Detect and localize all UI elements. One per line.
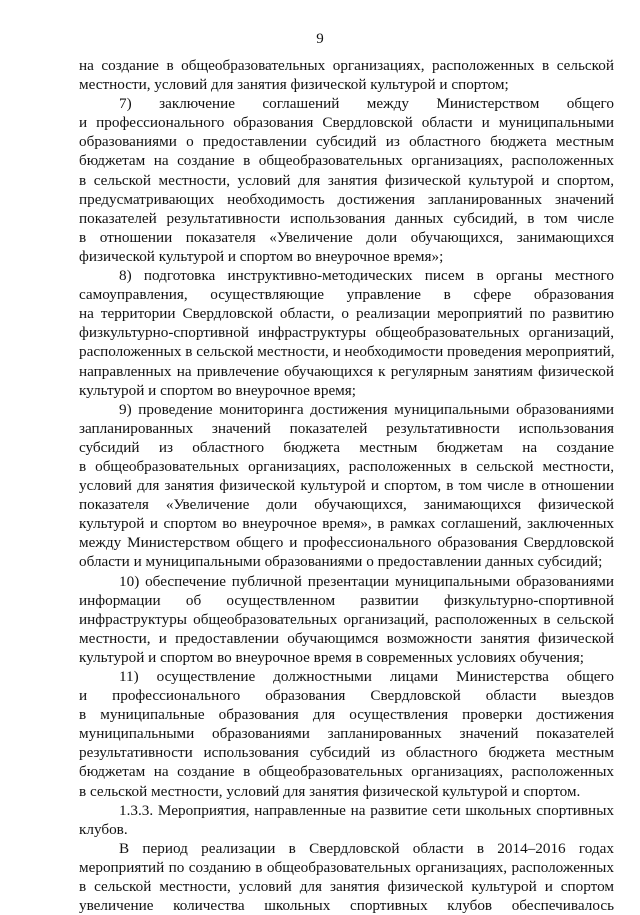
text-line: между Министерством общего и профессионального образования Свердловской [79,534,614,552]
text-line: на территории Свердловской области, о реализации мероприятий по развитию [79,305,614,323]
text-line: области и муниципальными образованиями о предоставлении данных субсидий; [79,553,603,571]
text-line: 7) заключение соглашений между Министерством общего [119,95,614,113]
text-line: муниципальными образованиями запланированных значений показателей [79,725,614,743]
paragraph [79,801,614,839]
text-line: условий для занятия физической культурой и спортом, в том числе в отношении [79,477,614,495]
text-line: культурой и спортом во внеурочное время; [79,381,356,399]
text-line: В период реализации в Свердловской области в 2014–2016 годах [119,839,614,857]
text-line: образованиями о предоставлении субсидий из областного бюджета местным [79,133,614,151]
text-line: самоуправления, осуществляющие управление в сфере образования [79,286,614,304]
text-line: бюджетам на создание в общеобразовательных организациях, расположенных [79,763,614,781]
text-line: культурой и спортом во внеурочное время в современных условиях обучения; [79,648,584,666]
text-line: субсидий из областного бюджета местным бюджетам на создание [79,438,614,456]
text-line: бюджетам на создание в общеобразовательных организациях, расположенных [79,152,614,170]
paragraph [79,266,614,400]
text-line: 10) обеспечение публичной презентации муниципальными образованиями [119,572,614,590]
text-line: на создание в общеобразовательных организациях, расположенных в сельской [79,57,614,74]
text-line: 9) проведение мониторинга достижения муниципальными образованиями [119,400,614,418]
text-line: культурой и спортом во внеурочное время», в рамках соглашений, заключенных [79,515,614,533]
paragraph [79,400,614,572]
text-line: показателей результативности использования данных субсидий, в том числе [79,209,614,227]
paragraph [79,572,614,667]
paragraph [79,667,614,801]
text-line: и профессионального образования Свердловской области выездов [79,687,614,705]
paragraph [79,56,614,94]
paragraph [79,94,614,266]
text-line: показателя «Увеличение доли обучающихся, занимающихся физической [79,496,614,514]
text-line: в сельской местности, условий для занятия физической культурой и спортом. [79,782,581,800]
text-line: 11) осуществление должностными лицами Министерства общего [119,668,614,685]
text-line: предусматривающих необходимость достижения запланированных значений [79,190,614,208]
text-line: инфраструктуры общеобразовательных организаций, расположенных в сельской [79,610,614,628]
text-line: увеличение количества школьных спортивных клубов обеспечивалось [79,897,614,915]
text-line: в муниципальные образования для осуществления проверки достижения [79,706,614,724]
text-line: физкультурно-спортивной инфраструктуры общеобразовательных организаций, [79,324,614,342]
text-line: мероприятий по созданию в общеобразовательных организациях, расположенных [79,858,614,876]
text-line: в общеобразовательных организациях, расположенных в сельской местности, [79,457,614,475]
text-line: клубов. [79,820,128,838]
text-line: физической культурой и спортом во внеурочное время»; [79,247,444,265]
paragraph [79,839,614,915]
page-number: 9 [316,31,324,47]
text-line: 8) подготовка инструктивно-методических писем в органы местного [119,267,614,285]
text-line: запланированных значений показателей результативности использования [79,419,614,437]
text-line: в сельской местности, условий для занятия физической культурой и спортом, [79,171,614,189]
text-line: информации об осуществленном развитии физкультурно-спортивной [79,591,614,609]
text-line: в сельской местности, условий для занятия физической культурой и спортом [79,878,614,896]
text-line: местности, условий для занятия физической культурой и спортом; [79,76,509,94]
text-line: местности, и предоставлении обучающимся возможности занятия физической [79,629,614,647]
text-line: в отношении показателя «Увеличение доли обучающихся, занимающихся [79,228,614,246]
text-line: 1.3.3. Мероприятия, направленные на развитие сети школьных спортивных [119,801,614,819]
document-body [79,56,614,915]
text-line: расположенных в сельской местности, и необходимости проведения мероприятий, [79,343,615,361]
text-line: направленных на привлечение обучающихся к регулярным занятиям физической [79,362,614,380]
text-line: результативности использования субсидий из областного бюджета местным [79,744,614,762]
text-line: и профессионального образования Свердловской области и муниципальными [79,114,614,132]
